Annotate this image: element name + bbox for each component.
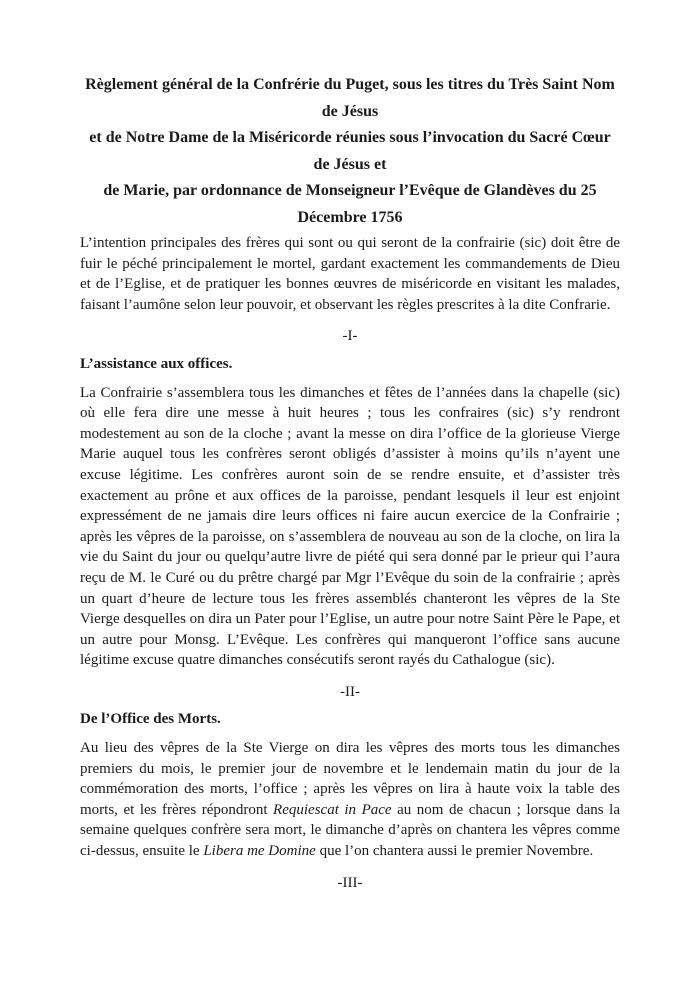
title-line-3: de Marie, par ordonnance de Monseigneur l’Evêque de Glandèves du 25 Décembre 1756 [103, 182, 597, 226]
intro-paragraph: L’intention principales des frères qui sont ou qui seront de la confrairie (sic) doit être de fuir le péché principalement le mortel, gardant exactement les commandements de Dieu et de l’Eglise, et de pratiquer les bonnes œuvres de miséricorde en visitant les malades, faisant l’aumône selon leur pouvoir, et observant les règles prescrites à la dite Confrarie. [80, 235, 620, 313]
section-1-heading: L’assistance aux offices. [80, 355, 233, 372]
italic-phrase: Requiescat in Pace [273, 801, 392, 818]
section-3-marker: -III- [337, 874, 363, 891]
title-line-2: et de Notre Dame de la Miséricorde réunies sous l’invocation du Sacré Cœur de Jésus et [89, 129, 611, 173]
section-2-body: Au lieu des vêpres de la Ste Vierge on dira les vêpres des morts tous les dimanches premiers du mois, le premier jour de novembre et le lendemain matin du jour de la commémoration des morts, l’office ; après les vêpres on lira à haute voix la table des morts, et les frères répondront Requiescat in Pace au nom de chacun ; lorsque dans la semaine quelques confrère sera mort, le dimanche d’après on chantera les vêpres comme ci-dessus, ensuite le Libera me Domine que l’on chantera aussi le premier Novembre. [80, 740, 620, 860]
section-1-marker: -I- [342, 328, 358, 345]
section-2-marker: -II- [340, 683, 360, 700]
title-line-1: Règlement général de la Confrérie du Puget, sous les titres du Très Saint Nom de Jésus [85, 76, 615, 120]
section-1-body: La Confrairie s’assemblera tous les dimanches et fêtes de l’années dans la chapelle (sic) où elle fera dire une messe à huit heures ; tous les confraires (sic) s’y rendront modestement au son de la cloche ; avant la messe on dira l’office de la glorieuse Vierge Marie auquel tous les confrères seront obligés d’assister à moins qu’ils n’ayent une excuse légitime. Les confrères auront soin de se rendre ensuite, et d’assister très exactement au prône et aux offices de la paroisse, pendant lesquels il leur est enjoint expressément de ne jamais dire leurs offices ni faire aucun exercice de la Confrairie ; après les vêpres de la paroisse, on s’assemblera de nouveau au son de la cloche, on lira la vie du Saint du jour ou quelqu’autre livre de piété qui sera donné par le prieur qui l’aura reçu de M. le Curé ou du prêtre chargé par Mgr l’Evêque du soin de la confrairie ; après un quart d’heure de lecture tous les frères assemblés chanteront les vêpres de la Ste Vierge desquelles on dira un Pater pour l’Eglise, un autre pour notre Saint Père le Pape, et un autre pour Monsg. L’Evêque. Les confrères qui manqueront l’office sans aucune légitime excuse quatre dimanches consécutifs seront rayés du Cathalogue (sic). [80, 384, 620, 669]
document-title [80, 72, 620, 231]
section-2-heading: De l’Office des Morts. [80, 711, 221, 728]
italic-phrase: Libera me Domine [203, 843, 316, 860]
